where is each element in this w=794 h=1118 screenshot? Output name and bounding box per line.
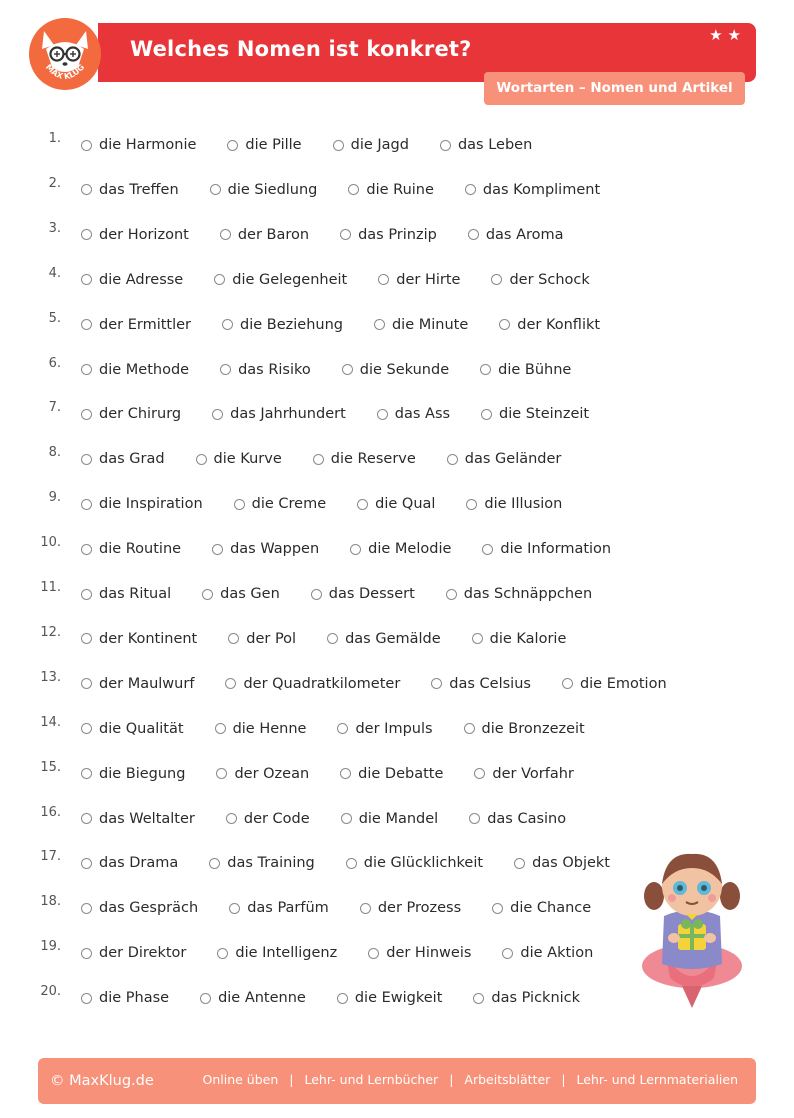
answer-option[interactable] [474,764,573,784]
answer-option[interactable] [562,674,667,694]
answer-label: das Drama [99,855,179,872]
radio-button[interactable] [473,993,484,1004]
maxklug-logo [28,17,102,91]
radio-button[interactable] [81,319,92,330]
radio-button[interactable] [472,633,483,644]
answer-option[interactable] [210,180,318,200]
answer-option[interactable] [81,404,181,424]
answer-option[interactable] [220,225,309,245]
answer-label: der Code [243,810,310,827]
answer-label: die Gelegenheit [232,271,348,288]
question-number: 2. [48,175,61,191]
radio-button[interactable] [81,274,92,285]
answer-label: die Chance [510,900,592,917]
answer-option[interactable] [360,898,461,918]
radio-button[interactable] [225,678,236,689]
question-row [0,804,794,839]
answer-option[interactable] [228,629,296,649]
radio-button[interactable] [212,409,223,420]
question-row [0,220,794,255]
answer-option[interactable] [514,853,610,873]
radio-button[interactable] [327,633,338,644]
answer-label: der Horizont [99,226,189,243]
answer-label: das Gen [220,586,280,602]
answer-option[interactable] [466,494,562,514]
answer-label: die Intelligenz [235,945,338,962]
answer-option[interactable] [81,360,189,380]
answer-option[interactable] [446,584,592,604]
radio-button[interactable] [220,364,231,375]
answer-label: der Quadratkilometer [243,675,401,692]
answer-label: die Mandel [358,810,439,827]
answer-option[interactable] [215,719,307,739]
question-number: 12. [40,624,61,640]
question-row [0,490,794,524]
answer-label: die Information [500,541,612,558]
question-row [0,400,794,434]
radio-button[interactable] [81,633,92,644]
question-number: 18. [40,894,61,910]
answer-option[interactable] [209,853,314,873]
question-row [0,535,794,569]
answer-option[interactable] [212,404,346,424]
answer-label: das Casino [487,810,567,827]
answer-option[interactable] [214,270,347,290]
question-row [0,355,794,390]
answer-label: die Qualität [99,720,184,737]
answer-option[interactable] [313,449,416,469]
question-number: 8. [48,445,61,461]
radio-button[interactable] [502,948,513,959]
answer-label: die Kalorie [489,630,567,647]
question-number: 6. [48,355,61,371]
radio-button[interactable] [480,364,491,375]
radio-button[interactable] [491,274,502,285]
answer-label: das Objekt [532,855,610,872]
answer-label: der Pol [246,630,297,647]
answer-label: die Bühne [498,361,572,378]
answer-option[interactable] [81,898,198,918]
answer-label: das Leben [457,137,533,153]
radio-button[interactable] [81,589,92,600]
question-number: 1. [48,131,61,146]
answer-label: der Hinweis [386,945,472,962]
radio-button[interactable] [499,319,510,330]
answer-option[interactable] [81,674,194,694]
radio-button[interactable] [447,454,458,465]
answer-label: die Aktion [520,945,594,962]
answer-option[interactable] [226,809,310,829]
answer-label: die Sekunde [359,361,450,378]
radio-button[interactable] [81,723,92,734]
radio-button[interactable] [81,768,92,779]
radio-button[interactable] [81,140,92,151]
radio-button[interactable] [81,993,92,1004]
answer-label: die Antenne [218,990,306,1007]
answer-label: die Emotion [579,675,667,692]
radio-button[interactable] [492,903,503,914]
answer-option[interactable] [81,135,196,155]
radio-button[interactable] [341,813,352,824]
radio-button[interactable] [377,409,388,420]
answer-option[interactable] [440,135,532,155]
radio-button[interactable] [222,319,233,330]
radio-button[interactable] [431,678,442,689]
answer-option[interactable] [81,809,195,829]
footer-link-lernbuecher[interactable]: Lehr- und Lernbücher [304,1072,439,1087]
answer-option[interactable] [216,764,309,784]
radio-button[interactable] [481,409,492,420]
answer-label: das Ass [394,406,451,423]
answer-option[interactable] [447,449,562,469]
radio-button[interactable] [360,903,371,914]
footer-links [203,1058,739,1102]
answer-option[interactable] [374,315,468,335]
radio-button[interactable] [212,544,223,555]
answer-option[interactable] [346,853,483,873]
answer-label: der Schock [509,271,590,288]
answer-option[interactable] [464,719,585,739]
answer-label: der Konflikt [517,316,601,333]
answer-option[interactable] [81,988,169,1008]
answer-option[interactable] [469,809,566,829]
answer-option[interactable] [81,764,185,784]
answer-option[interactable] [342,360,449,380]
answer-option[interactable] [468,225,564,245]
answer-label: die Henne [232,720,307,737]
radio-button[interactable] [217,948,228,959]
answer-label: die Adresse [99,271,184,288]
answer-option[interactable] [492,898,591,918]
answer-option[interactable] [431,674,531,694]
answer-label: die Glücklichkeit [363,855,484,872]
answer-label: das Weltalter [99,810,195,827]
radio-button[interactable] [348,184,359,195]
answer-label: das Gemälde [345,630,441,647]
radio-button[interactable] [350,544,361,555]
answer-label: der Vorfahr [492,765,574,782]
girl-illustration [636,846,748,1014]
radio-button[interactable] [81,499,92,510]
topic-badge: Wortarten – Nomen und Artikel [484,72,745,105]
answer-label: der Direktor [99,945,187,962]
answer-label: der Prozess [377,900,462,917]
radio-button[interactable] [202,589,213,600]
radio-button[interactable] [562,678,573,689]
answer-label: die Minute [391,316,469,333]
radio-button[interactable] [482,544,493,555]
answer-option[interactable] [378,270,460,290]
question-number: 5. [48,310,61,326]
radio-button[interactable] [464,723,475,734]
footer-link-online-ueben[interactable]: Online üben [202,1072,279,1087]
question-number: 20. [40,984,61,1000]
answer-label: die Debatte [358,765,444,782]
answer-label: das Dessert [328,586,415,602]
answer-option[interactable] [81,943,186,963]
radio-button[interactable] [214,274,225,285]
footer-brand: © MaxKlug.de [50,1073,154,1089]
radio-button[interactable] [333,140,344,151]
answer-label: die Pille [245,137,302,153]
answer-option[interactable] [357,494,435,514]
answer-option[interactable] [229,898,329,918]
question-number: 10. [40,535,61,551]
answer-label: die Ewigkeit [354,990,443,1007]
answer-option[interactable] [311,584,415,604]
answer-option[interactable] [220,360,311,380]
answer-label: der Chirurg [99,406,182,423]
answer-option[interactable] [81,629,197,649]
answer-label: das Parfüm [247,900,329,917]
answer-option[interactable] [222,315,343,335]
radio-button[interactable] [81,544,92,555]
radio-button[interactable] [337,723,348,734]
radio-button[interactable] [340,229,351,240]
answer-label: der Impuls [355,720,433,737]
radio-button[interactable] [81,409,92,420]
question-number: 7. [48,400,61,416]
answer-label: die Creme [251,496,327,513]
answer-option[interactable] [348,180,434,200]
question-row [0,624,794,659]
answer-label: die Melodie [368,541,452,558]
radio-button[interactable] [220,229,231,240]
radio-button[interactable] [313,454,324,465]
radio-button[interactable] [228,633,239,644]
answer-option[interactable] [196,449,282,469]
radio-button[interactable] [226,813,237,824]
answer-option[interactable] [480,360,571,380]
question-row [0,714,794,749]
question-row [0,310,794,345]
answer-option[interactable] [499,315,600,335]
answer-option[interactable] [377,404,450,424]
radio-button[interactable] [311,589,322,600]
answer-label: das Ritual [99,586,172,602]
question-row [0,445,794,479]
answer-option[interactable] [465,180,600,200]
answer-label: das Celsius [449,675,531,692]
question-number: 14. [40,714,61,730]
answer-option[interactable] [482,539,611,559]
difficulty-stars: ★★ [709,26,746,44]
answer-label: der Kontinent [99,630,198,647]
question-number: 16. [40,804,61,820]
radio-button[interactable] [368,948,379,959]
radio-button[interactable] [200,993,211,1004]
answer-label: die Harmonie [99,137,197,153]
answer-option[interactable] [212,539,319,559]
answer-option[interactable] [491,270,589,290]
radio-button[interactable] [469,813,480,824]
answer-option[interactable] [202,584,280,604]
footer-separator: | [561,1072,566,1087]
question-row [0,265,794,300]
answer-option[interactable] [337,988,443,1008]
answer-option[interactable] [227,135,301,155]
radio-button[interactable] [340,768,351,779]
radio-button[interactable] [229,903,240,914]
radio-button[interactable] [378,274,389,285]
answer-option[interactable] [81,180,179,200]
answer-label: die Siedlung [227,181,318,198]
radio-button[interactable] [209,858,220,869]
answer-label: die Jagd [350,137,409,153]
radio-button[interactable] [196,454,207,465]
footer-link-arbeitsblaetter[interactable]: Arbeitsblätter [464,1072,551,1087]
question-number: 13. [40,669,61,685]
answer-label: die Kurve [213,451,282,468]
radio-button[interactable] [465,184,476,195]
answer-label: das Wappen [230,541,320,558]
answer-label: die Inspiration [99,496,203,513]
answer-label: der Hirte [396,271,461,288]
answer-option[interactable] [81,270,183,290]
answer-label: das Prinzip [358,226,437,243]
answer-option[interactable] [502,943,593,963]
radio-button[interactable] [337,993,348,1004]
radio-button[interactable] [81,364,92,375]
svg-text:MAX KLUG: MAX KLUG [43,62,87,82]
answer-option[interactable] [81,719,184,739]
radio-button[interactable] [81,813,92,824]
question-row [0,580,794,614]
radio-button[interactable] [346,858,357,869]
answer-label: die Methode [99,361,190,378]
footer-bar [38,1058,756,1104]
answer-option[interactable] [81,225,189,245]
answer-label: das Aroma [485,226,564,243]
answer-option[interactable] [333,135,409,155]
answer-option[interactable] [340,225,437,245]
answer-option[interactable] [340,764,443,784]
question-row [0,759,794,794]
question-row [0,175,794,210]
answer-option[interactable] [225,674,400,694]
answer-label: das Risiko [238,361,311,378]
question-number: 4. [48,265,61,281]
answer-label: die Bronzezeit [481,720,585,737]
answer-label: das Kompliment [482,181,601,198]
question-number: 3. [48,220,61,236]
answer-option[interactable] [217,943,337,963]
answer-option[interactable] [473,988,580,1008]
answer-label: die Steinzeit [499,406,590,423]
answer-label: das Training [227,855,315,872]
question-number: 17. [40,849,61,865]
answer-label: die Qual [375,496,436,513]
answer-label: das Grad [99,451,165,468]
answer-label: die Biegung [99,765,186,782]
radio-button[interactable] [81,678,92,689]
answer-label: das Schnäppchen [463,586,593,602]
answer-option[interactable] [81,584,171,604]
footer-link-lernmaterialien[interactable]: Lehr- und Lernmaterialien [576,1072,738,1087]
answer-label: das Gespräch [99,900,199,917]
answer-option[interactable] [481,404,589,424]
answer-option[interactable] [81,853,178,873]
radio-button[interactable] [210,184,221,195]
radio-button[interactable] [514,858,525,869]
answer-label: die Phase [99,990,170,1007]
radio-button[interactable] [357,499,368,510]
footer-separator: | [449,1072,454,1087]
answer-label: die Reserve [330,451,416,468]
radio-button[interactable] [81,454,92,465]
answer-label: das Geländer [464,451,562,468]
question-number: 9. [48,490,61,506]
radio-button[interactable] [374,319,385,330]
answer-label: die Ruine [366,181,434,198]
radio-button[interactable] [81,858,92,869]
answer-option[interactable] [81,494,203,514]
answer-option[interactable] [81,539,181,559]
radio-button[interactable] [215,723,226,734]
radio-button[interactable] [81,948,92,959]
answer-label: die Beziehung [240,316,343,333]
answer-label: der Ozean [234,765,310,782]
radio-button[interactable] [474,768,485,779]
answer-label: der Maulwurf [99,675,195,692]
answer-option[interactable] [81,315,191,335]
answer-option[interactable] [350,539,451,559]
answer-option[interactable] [234,494,327,514]
answer-option[interactable] [327,629,441,649]
answer-option[interactable] [472,629,567,649]
answer-label: das Picknick [491,990,581,1007]
radio-button[interactable] [446,589,457,600]
question-row [0,669,794,704]
question-number: 15. [40,759,61,775]
answer-label: die Routine [99,541,182,558]
radio-button[interactable] [466,499,477,510]
answer-label: das Jahrhundert [230,406,346,423]
page-title: Welches Nomen ist konkret? [130,37,472,61]
radio-button[interactable] [468,229,479,240]
answer-label: der Ermittler [99,316,191,333]
radio-button[interactable] [216,768,227,779]
answer-option[interactable] [368,943,471,963]
radio-button[interactable] [440,140,451,151]
answer-option[interactable] [81,449,165,469]
radio-button[interactable] [227,140,238,151]
answer-option[interactable] [341,809,439,829]
radio-button[interactable] [234,499,245,510]
footer-separator: | [289,1072,294,1087]
answer-label: die Illusion [484,496,563,513]
radio-button[interactable] [342,364,353,375]
radio-button[interactable] [81,229,92,240]
radio-button[interactable] [81,184,92,195]
question-number: 19. [40,939,61,955]
answer-option[interactable] [337,719,432,739]
answer-label: das Treffen [99,181,179,198]
answer-option[interactable] [200,988,306,1008]
question-number: 11. [40,580,61,595]
answer-label: der Baron [237,226,310,243]
radio-button[interactable] [81,903,92,914]
question-row [0,131,794,165]
